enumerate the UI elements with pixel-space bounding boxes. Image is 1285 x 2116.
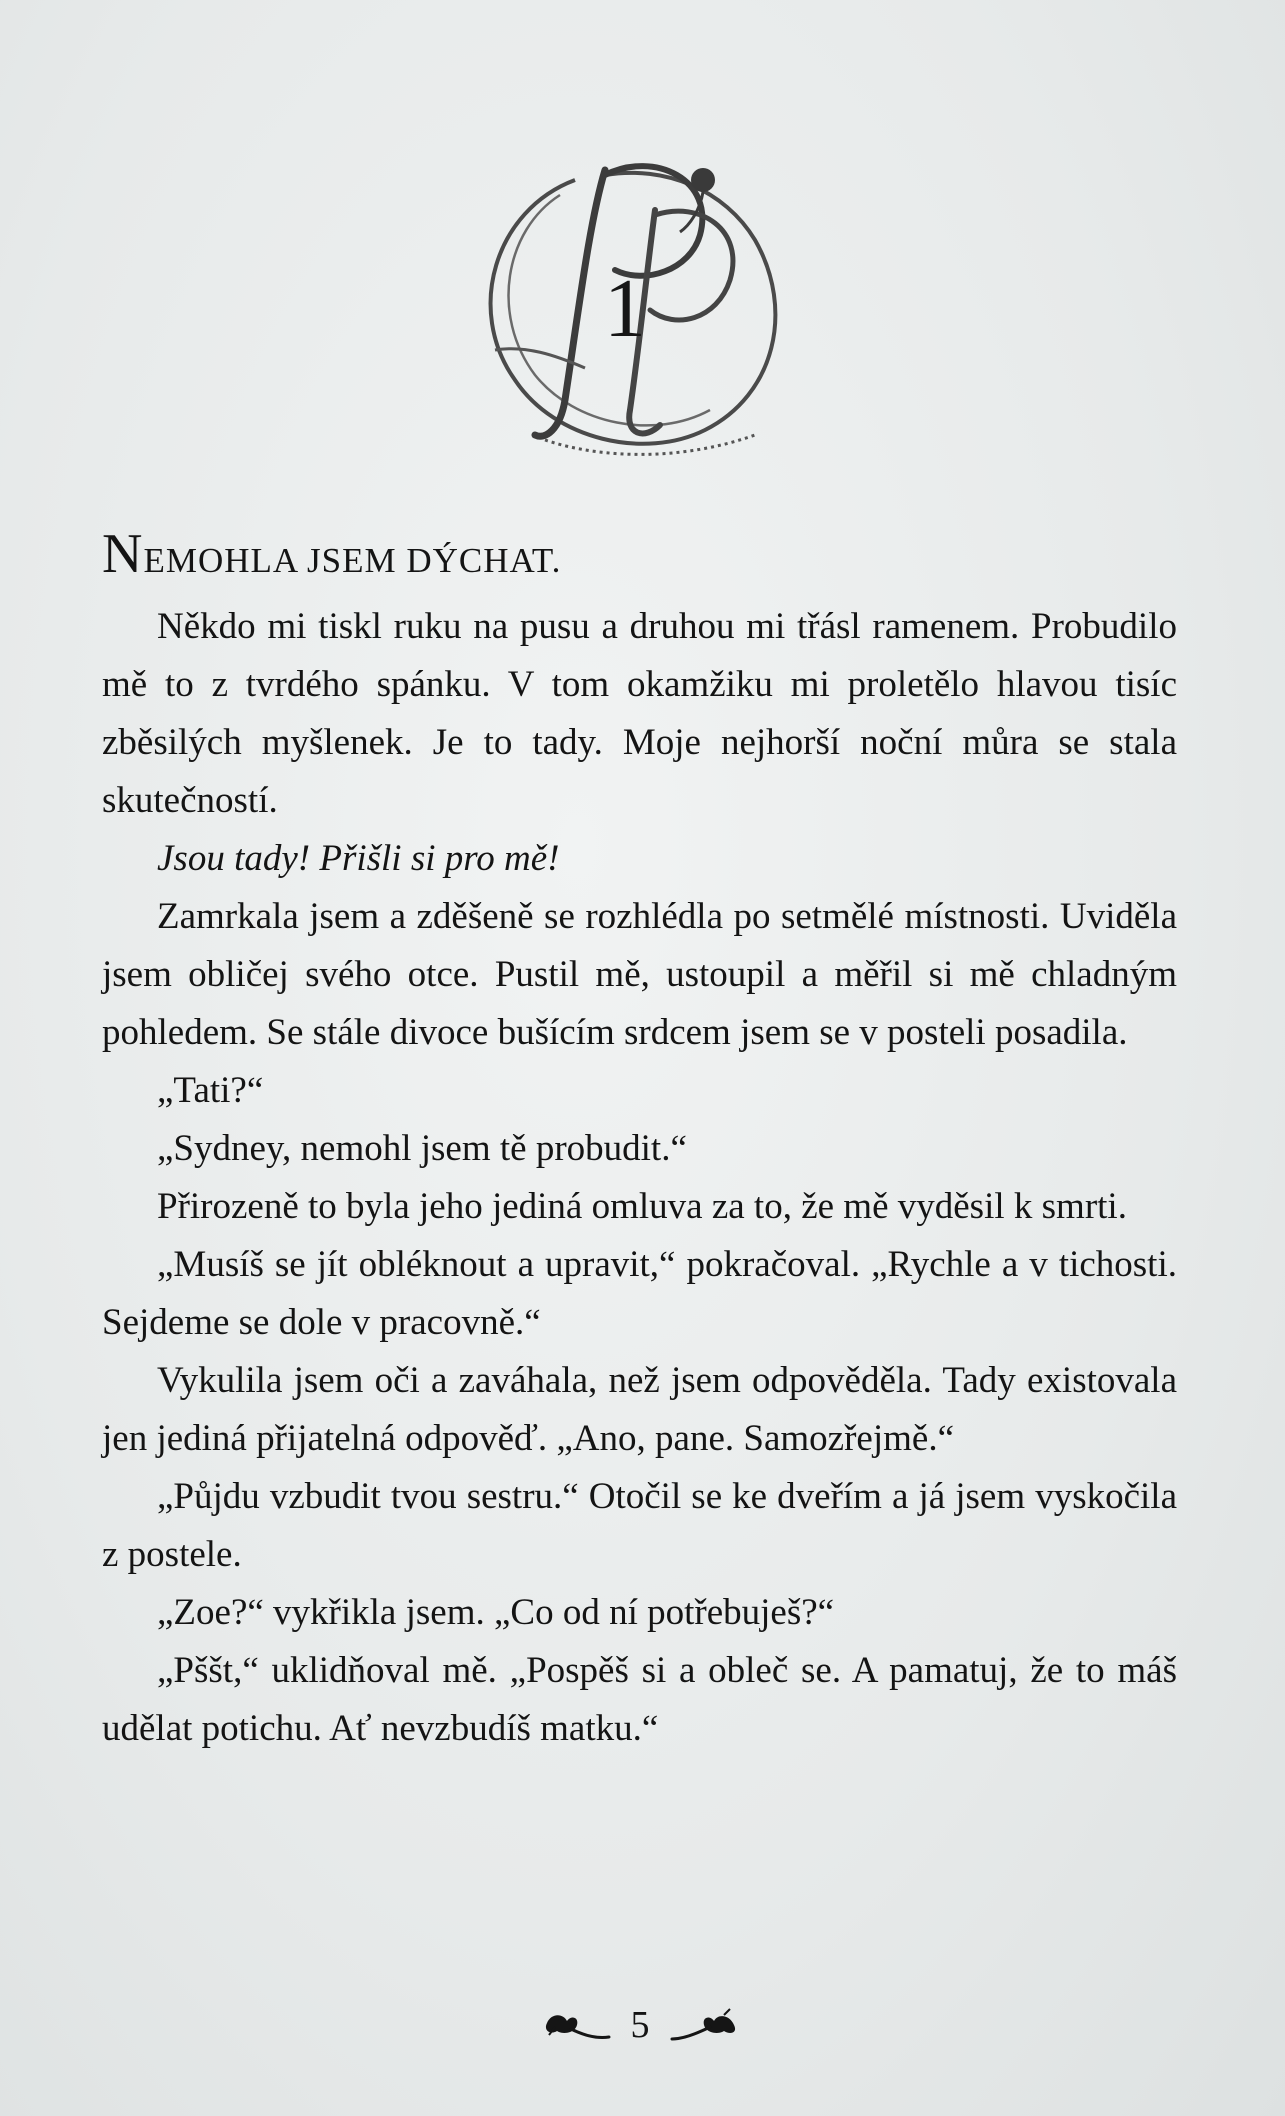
paragraph: „Půjdu vzbudit tvou sestru.“ Otočil se ke dveřím a já jsem vyskočila z postele. (102, 1476, 1177, 1575)
paragraph: „Pššt,“ uklidňoval mě. „Pospěš si a obleč se. A pamatuj, že to máš udělat potichu. Ať nevzbudíš matku.“ (102, 1650, 1177, 1749)
page-footer (520, 1995, 760, 2055)
paragraph: „Zoe?“ vykřikla jsem. „Co od ní potřebuješ?“ (157, 1592, 835, 1633)
chapter-emblem (455, 140, 795, 470)
page-number: 5 (630, 2004, 650, 2046)
paragraph: Vykulila jsem oči a zaváhala, než jsem odpověděla. Tady existovala jen jediná přijatelná odpověď. „Ano, pane. Samozřejmě.“ (102, 1360, 1177, 1459)
heading-drop-cap: N (102, 523, 144, 585)
rose-left-ornament-icon (541, 2005, 613, 2045)
rose-right-ornament-icon (668, 2005, 740, 2045)
chapter-opening-heading (102, 525, 1177, 590)
chapter-number: 1 (604, 261, 646, 355)
paragraph: „Musíš se jít obléknout a upravit,“ pokračoval. „Rychle a v tichosti. Sejdeme se dole v pracovně.“ (102, 1244, 1177, 1343)
paragraph: „Sydney, nemohl jsem tě probudit.“ (157, 1128, 687, 1169)
paragraph: Přirozeně to byla jeho jediná omluva za to, že mě vyděsil k smrti. (157, 1186, 1127, 1227)
heading-rest: EMOHLA JSEM DÝCHAT. (143, 541, 562, 580)
paragraph-italic: Jsou tady! Přišli si pro mě! (157, 838, 560, 879)
paragraph: „Tati?“ (157, 1070, 264, 1111)
chapter-text (102, 525, 1177, 1758)
paragraph: Někdo mi tiskl ruku na pusu a druhou mi třásl ramenem. Probudilo mě to z tvrdého spánku. V tom okamžiku mi prolеtělo hlavou tisíc zběsilých myšlenek. Je to tady. Moje nejhorší noční můra se stala skutečností. (102, 606, 1177, 821)
paragraph: Zamrkala jsem a zděšeně se rozhlédla po setmělé místnosti. Uviděla jsem obličej svého otce. Pustil mě, ustoupil a měřil si mě chladným pohledem. Se stále divoce bušícím srdcem jsem se v posteli posadila. (102, 896, 1177, 1053)
